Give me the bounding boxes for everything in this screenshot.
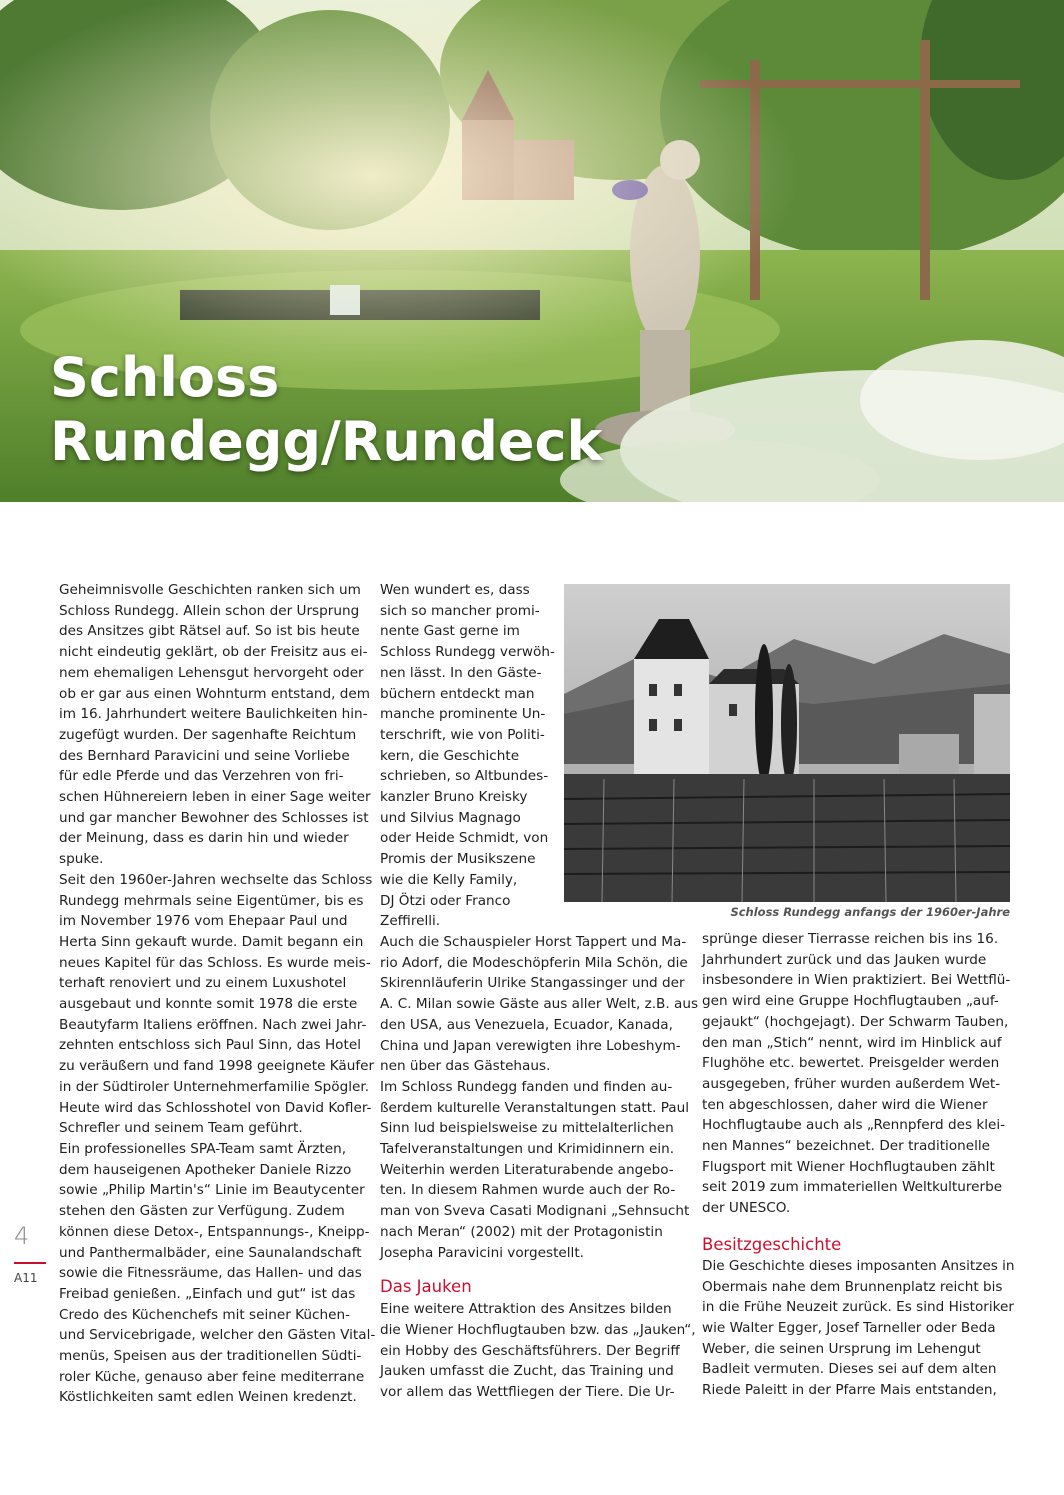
- text-line: den man „Stich“ nennt, wird im Hinblick auf: [702, 1034, 1002, 1051]
- text-line: ein Hobby des Geschäftsführers. Der Begriff: [380, 1342, 680, 1359]
- castle-photo-bw: [564, 584, 1010, 902]
- text-line: schen Hühnereiern leben in einer Sage weiter: [59, 789, 371, 806]
- text-line: Im Schloss Rundegg fanden und finden au-: [380, 1078, 673, 1095]
- text-line: spuke.: [59, 851, 104, 868]
- text-line: nente Gast gerne im: [380, 623, 520, 640]
- text-line: sowie „Philip Martin's“ Linie im Beautycenter: [59, 1182, 365, 1199]
- text-line: Schrefler und seinem Team geführt.: [59, 1120, 303, 1137]
- text-line: Schloss Rundegg verwöh-: [380, 644, 555, 661]
- text-line: nen über das Gästehaus.: [380, 1058, 551, 1075]
- text-line: China und Japan verewigten ihre Lobeshym-: [380, 1037, 681, 1054]
- text-line: Riede Paleitt in der Pfarre Mais entstanden,: [702, 1382, 997, 1399]
- text-line: kern, die Geschichte: [380, 747, 520, 764]
- text-line: nicht eindeutig geklärt, ob der Freisitz aus ei-: [59, 644, 368, 661]
- text-line: Auch die Schauspieler Horst Tappert und Ma-: [380, 934, 687, 950]
- text-line: insbesondere in Wien praktiziert. Bei Wettflü-: [702, 972, 1011, 989]
- paragraph-jauken: [380, 1299, 696, 1403]
- text-line: gen wird eine Gruppe Hochflugtauben „auf-: [702, 993, 999, 1010]
- text-line: kanzler Bruno Kreisky: [380, 789, 528, 806]
- text-line: die Wiener Hochflugtauben bzw. das „Jauken“,: [380, 1321, 696, 1338]
- text-line: nem ehemaligen Lehensgut hervorgeht oder: [59, 664, 364, 681]
- text-line: wie Walter Egger, Josef Tarneller oder Beda: [702, 1319, 996, 1336]
- text-line: nen lässt. In den Gäste-: [380, 664, 542, 681]
- text-line: Josepha Paravicini vorgestellt.: [380, 1244, 584, 1261]
- hero-image: [0, 0, 1064, 502]
- text-line: Jahrhundert zurück und das Jauken wurde: [702, 951, 987, 968]
- text-line: wie die Kelly Family,: [380, 871, 518, 888]
- text-line: ob er gar aus einen Wohnturm entstand, dem: [59, 685, 371, 702]
- text-line: vor allem das Wettfliegen der Tiere. Die Ur-: [380, 1384, 675, 1401]
- page-number-rule: [14, 1262, 46, 1264]
- text-line: DJ Ötzi oder Franco: [380, 892, 511, 909]
- text-line: schrieben, so Altbundes-: [380, 768, 549, 785]
- text-line: in die Frühe Neuzeit zurück. Es sind Historiker: [702, 1299, 1015, 1316]
- text-column-2-bottom: [380, 932, 699, 1403]
- text-line: des Bernhard Paravicini und seine Vorliebe: [59, 747, 350, 764]
- text-line: der Meinung, dass es darin hin und wieder: [59, 830, 349, 847]
- text-line: nen Mannes“ bezeichnet. Der traditionelle: [702, 1138, 991, 1155]
- text-line: nach Meran“ (2002) mit der Protagonistin: [380, 1223, 663, 1240]
- text-line: büchern entdeckt man: [380, 685, 535, 702]
- text-line: Köstlichkeiten samt edlen Weinen kredenzt.: [59, 1389, 357, 1406]
- text-line: des Ansitzes gibt Rätsel auf. So ist bis heute: [59, 623, 360, 640]
- text-column-1: [59, 580, 376, 1408]
- text-line: Seit den 1960er-Jahren wechselte das Schloss: [59, 871, 373, 888]
- text-line: Die Geschichte dieses imposanten Ansitzes in: [702, 1257, 1015, 1274]
- text-line: Sinn lud beispielsweise zu mittelalterlichen: [380, 1120, 674, 1137]
- text-line: ausgegeben, früher wurden außerdem Wet-: [702, 1075, 1001, 1092]
- section-heading-jauken: Das Jauken: [380, 1277, 472, 1297]
- text-line: den USA, aus Venezuela, Ecuador, Kanada,: [380, 1016, 673, 1033]
- text-line: Wen wundert es, dass: [380, 582, 530, 598]
- photo-caption: Schloss Rundegg anfangs der 1960er-Jahre: [730, 905, 1010, 919]
- text-line: und Silvius Magnago: [380, 809, 521, 826]
- text-line: Heute wird das Schlosshotel von David Kofler-: [59, 1099, 372, 1116]
- paragraph-besitz: [702, 1256, 1015, 1401]
- text-line: man von Sveva Casati Modignani „Sehnsucht: [380, 1203, 690, 1220]
- paragraph-guests: [380, 932, 699, 1263]
- text-line: Zeffirelli.: [380, 913, 441, 930]
- text-line: zugefügt wurden. Der sagenhafte Reichtum: [59, 726, 357, 743]
- text-line: Beautyfarm Italiens eröffnen. Nach zwei Jahr-: [59, 1016, 367, 1033]
- text-line: Geheimnisvolle Geschichten ranken sich um: [59, 582, 361, 598]
- text-line: Flughöhe etc. bewertet. Preisgelder werden: [702, 1055, 1000, 1072]
- text-line: neues Kapitel für das Schloss. Es wurde meis-: [59, 954, 371, 971]
- page-code: A11: [14, 1271, 38, 1285]
- text-line: terschrift, wie von Politi-: [380, 726, 545, 743]
- text-line: in der Südtiroler Unternehmerfamilie Spögler.: [59, 1078, 370, 1095]
- text-line: der UNESCO.: [702, 1200, 791, 1217]
- text-line: Eine weitere Attraktion des Ansitzes bilden: [380, 1301, 672, 1318]
- text-line: dem hauseigenen Apotheker Daniele Rizzo: [59, 1161, 352, 1178]
- page-title: [50, 346, 602, 474]
- text-line: A. C. Milan sowie Gäste aus aller Welt, z.B. aus: [380, 996, 699, 1013]
- text-line: zehnten entschloss sich Paul Sinn, das Hotel: [59, 1037, 361, 1054]
- text-line: Rundegg mehrmals seine Eigentümer, bis es: [59, 892, 364, 909]
- text-line: ßerdem kulturelle Veranstaltungen statt. Paul: [380, 1099, 690, 1116]
- text-line: sich so mancher promi-: [380, 602, 540, 619]
- text-line: Flugsport mit Wiener Hochflugtauben zählt: [702, 1158, 995, 1175]
- text-line: terhaft renoviert und zu einem Luxushotel: [59, 975, 347, 992]
- paragraph-tauben: [702, 929, 1012, 1219]
- section-heading-besitzgeschichte: Besitzgeschichte: [702, 1234, 842, 1254]
- text-line: oder Heide Schmidt, von: [380, 830, 549, 847]
- text-line: ten. In diesem Rahmen wurde auch der Ro-: [380, 1182, 676, 1199]
- text-line: für edle Pferde und das Verzehren von fri-: [59, 768, 344, 785]
- text-line: Credo des Küchenchefs mit seiner Küchen-: [59, 1306, 350, 1323]
- text-line: Ein professionelles SPA-Team samt Ärzten,: [59, 1140, 347, 1157]
- text-line: ausgebaut und konnte somit 1978 die erste: [59, 996, 358, 1013]
- title-line-1: Schloss: [50, 346, 280, 409]
- text-line: und gar mancher Bewohner des Schlosses ist: [59, 809, 369, 826]
- title-line-2: Rundegg/Rundeck: [50, 410, 603, 473]
- text-line: Promis der Musikszene: [380, 851, 536, 868]
- text-line: Schloss Rundegg. Allein schon der Ursprung: [59, 602, 360, 619]
- text-line: manche prominente Un-: [380, 706, 546, 723]
- text-line: im 16. Jahrhundert weitere Baulichkeiten hin-: [59, 706, 368, 723]
- text-line: zu veräußern und fand 1998 geeignete Käufer: [59, 1058, 375, 1075]
- text-line: Badleit vermuten. Dieses sei auf dem alten: [702, 1361, 997, 1378]
- text-line: sprünge dieser Tierrasse reichen bis ins 16.: [702, 931, 999, 947]
- text-line: Hochflugtaube auch als „Rennpferd des klei-: [702, 1117, 1006, 1134]
- text-line: Tafelveranstaltungen und Krimidinnern ein.: [380, 1141, 675, 1158]
- text-line: und Panthermalbäder, eine Saunalandschaft: [59, 1244, 362, 1261]
- text-line: sowie die Fitnessräume, das Hallen- und das: [59, 1265, 362, 1282]
- text-column-2-top: [380, 580, 558, 932]
- text-line: menüs, Speisen aus der traditionellen Südti-: [59, 1348, 362, 1365]
- text-line: Weber, die seinen Ursprung im Lehengut: [702, 1340, 981, 1357]
- text-line: Obermais nahe dem Brunnenplatz reicht bis: [702, 1278, 1003, 1295]
- text-line: Weiterhin werden Literaturabende angebo-: [380, 1161, 674, 1178]
- text-line: Jauken umfasst die Zucht, das Training und: [380, 1363, 674, 1380]
- text-line: roler Küche, genauso aber feine mediterrane: [59, 1368, 365, 1385]
- historic-photo: [564, 584, 1010, 902]
- text-line: und Servicebrigade, welcher den Gästen Vital-: [59, 1327, 376, 1344]
- text-line: Skirennläuferin Ulrike Stangassinger und der: [380, 975, 685, 992]
- page-number: 4: [14, 1222, 30, 1250]
- text-line: im November 1976 vom Ehepaar Paul und: [59, 913, 348, 930]
- text-line: ten abgeschlossen, daher wird die Wiener: [702, 1096, 988, 1113]
- text-line: seit 2019 zum immateriellen Weltkulturerbe: [702, 1179, 1003, 1196]
- text-line: gejaukt“ (hochgejagt). Der Schwarm Tauben,: [702, 1013, 1009, 1030]
- text-line: können diese Detox-, Entspannungs-, Kneipp-: [59, 1223, 370, 1240]
- text-line: stehen den Gästen zur Verfügung. Zudem: [59, 1203, 345, 1220]
- text-line: Freibad genießen. „Einfach und gut“ ist das: [59, 1285, 356, 1302]
- text-line: rio Adorf, die Modeschöpferin Mila Schön, die: [380, 954, 688, 971]
- text-line: Herta Sinn gekauft wurde. Damit begann ein: [59, 933, 364, 950]
- text-column-3: [702, 929, 1015, 1401]
